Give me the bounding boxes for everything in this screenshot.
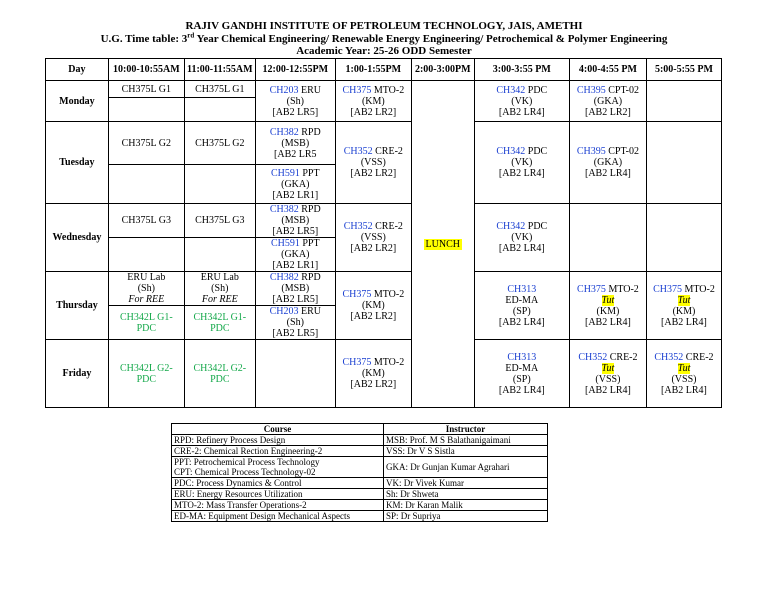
timetable-title: U.G. Time table: 3rd Year Chemical Engineering/ Renewable Energy Engineering/ Petrochemical & Polymer Engineering — [100, 31, 668, 45]
cell: CH382 RPD (MSB) [AB2 LR5 — [255, 122, 335, 165]
cell — [255, 340, 335, 408]
cell: CH342L G2- PDC — [108, 340, 184, 408]
cell: CH342 PDC (VK) [AB2 LR4] — [474, 81, 569, 122]
cell: CH342L G2- PDC — [184, 340, 255, 408]
col-slot-8: 5:00-5:55 PM — [646, 59, 721, 81]
legend-row: RPD: Refinery Process Design MSB: Prof. M S Balathanigaimani — [172, 435, 548, 446]
cell: CH375L G3 — [184, 204, 255, 238]
cell: ERU Lab (Sh) For REE — [184, 272, 255, 306]
cell — [184, 165, 255, 204]
cell: CH591 PPT (GKA) [AB2 LR1] — [255, 238, 335, 272]
cell: CH375L G2 — [108, 122, 184, 165]
cell: CH375L G2 — [184, 122, 255, 165]
cell: CH352 CRE-2 (VSS) [AB2 LR2] — [335, 122, 411, 204]
cell: CH203 ERU (Sh) [AB2 LR5] — [255, 306, 335, 340]
col-day: Day — [46, 59, 109, 81]
col-slot-7: 4:00-4:55 PM — [569, 59, 646, 81]
cell — [569, 204, 646, 272]
cell — [184, 98, 255, 122]
institute-title: RAJIV GANDHI INSTITUTE OF PETROLEUM TECHNOLOGY, JAIS, AMETHI — [185, 20, 583, 32]
timetable — [45, 58, 722, 408]
day-friday: Friday — [46, 340, 109, 408]
header-row — [46, 59, 722, 81]
col-slot-6: 3:00-3:55 PM — [474, 59, 569, 81]
col-slot-2: 11:00-11:55AM — [184, 59, 255, 81]
legend-row: PPT: Petrochemical Process Technology CPT: Chemical Process Technology-02 GKA: Dr Gunjan Kumar Agrahari — [172, 457, 548, 478]
legend-row: ERU: Energy Resources Utilization Sh: Dr Shweta — [172, 489, 548, 500]
cell: CH375 MTO-2 (KM) [AB2 LR2] — [335, 340, 411, 408]
cell: CH395 CPT-02 (GKA) [AB2 LR4] — [569, 122, 646, 204]
cell: CH591 PPT (GKA) [AB2 LR1] — [255, 165, 335, 204]
cell: CH375 MTO-2 Tut (KM) [AB2 LR4] — [646, 272, 721, 340]
cell: CH375 MTO-2 (KM) [AB2 LR2] — [335, 272, 411, 340]
cell: CH342 PDC (VK) [AB2 LR4] — [474, 122, 569, 204]
cell — [108, 238, 184, 272]
lunch-cell — [411, 81, 474, 408]
lunch-label: LUNCH — [425, 238, 460, 250]
cell: ERU Lab (Sh) For REE — [108, 272, 184, 306]
legend-col-instructor: Instructor — [384, 424, 548, 435]
day-wednesday: Wednesday — [46, 204, 109, 272]
col-slot-3: 12:00-12:55PM — [255, 59, 335, 81]
cell: CH375 MTO-2 Tut (KM) [AB2 LR4] — [569, 272, 646, 340]
cell: CH352 CRE-2 Tut (VSS) [AB2 LR4] — [569, 340, 646, 408]
cell: CH352 CRE-2 (VSS) [AB2 LR2] — [335, 204, 411, 272]
legend-row: PDC: Process Dynamics & Control VK: Dr Vivek Kumar — [172, 478, 548, 489]
day-monday: Monday — [46, 81, 109, 122]
cell — [184, 238, 255, 272]
cell — [646, 204, 721, 272]
col-slot-5: 2:00-3:00PM — [411, 59, 474, 81]
cell: CH203 ERU (Sh) [AB2 LR5] — [255, 81, 335, 122]
cell: CH375 MTO-2 (KM) [AB2 LR2] — [335, 81, 411, 122]
academic-year: Academic Year: 25-26 ODD Semester — [296, 45, 472, 57]
cell: CH382 RPD (MSB) [AB2 LR5] — [255, 272, 335, 306]
cell — [108, 165, 184, 204]
legend-table — [171, 423, 548, 522]
legend-row: CRE-2: Chemical Rection Engineering-2 VSS: Dr V S Sistla — [172, 446, 548, 457]
cell — [108, 98, 184, 122]
cell: CH313 ED-MA (SP) [AB2 LR4] — [474, 340, 569, 408]
cell: CH342L G1- PDC — [108, 306, 184, 340]
cell: CH375L G1 — [108, 81, 184, 98]
cell: CH382 RPD (MSB) [AB2 LR5] — [255, 204, 335, 238]
day-tuesday: Tuesday — [46, 122, 109, 204]
cell: CH342 PDC (VK) [AB2 LR4] — [474, 204, 569, 272]
cell: CH313 ED-MA (SP) [AB2 LR4] — [474, 272, 569, 340]
legend-row: MTO-2: Mass Transfer Operations-2 KM: Dr Karan Malik — [172, 500, 548, 511]
cell — [646, 81, 721, 122]
col-slot-1: 10:00-10:55AM — [108, 59, 184, 81]
cell: CH375L G3 — [108, 204, 184, 238]
cell: CH395 CPT-02 (GKA) [AB2 LR2] — [569, 81, 646, 122]
day-thursday: Thursday — [46, 272, 109, 340]
cell: CH342L G1- PDC — [184, 306, 255, 340]
legend-row: ED-MA: Equipment Design Mechanical Aspects SP: Dr Supriya — [172, 511, 548, 522]
cell: CH352 CRE-2 Tut (VSS) [AB2 LR4] — [646, 340, 721, 408]
col-slot-4: 1:00-1:55PM — [335, 59, 411, 81]
cell — [646, 122, 721, 204]
legend-col-course: Course — [172, 424, 384, 435]
cell: CH375L G1 — [184, 81, 255, 98]
